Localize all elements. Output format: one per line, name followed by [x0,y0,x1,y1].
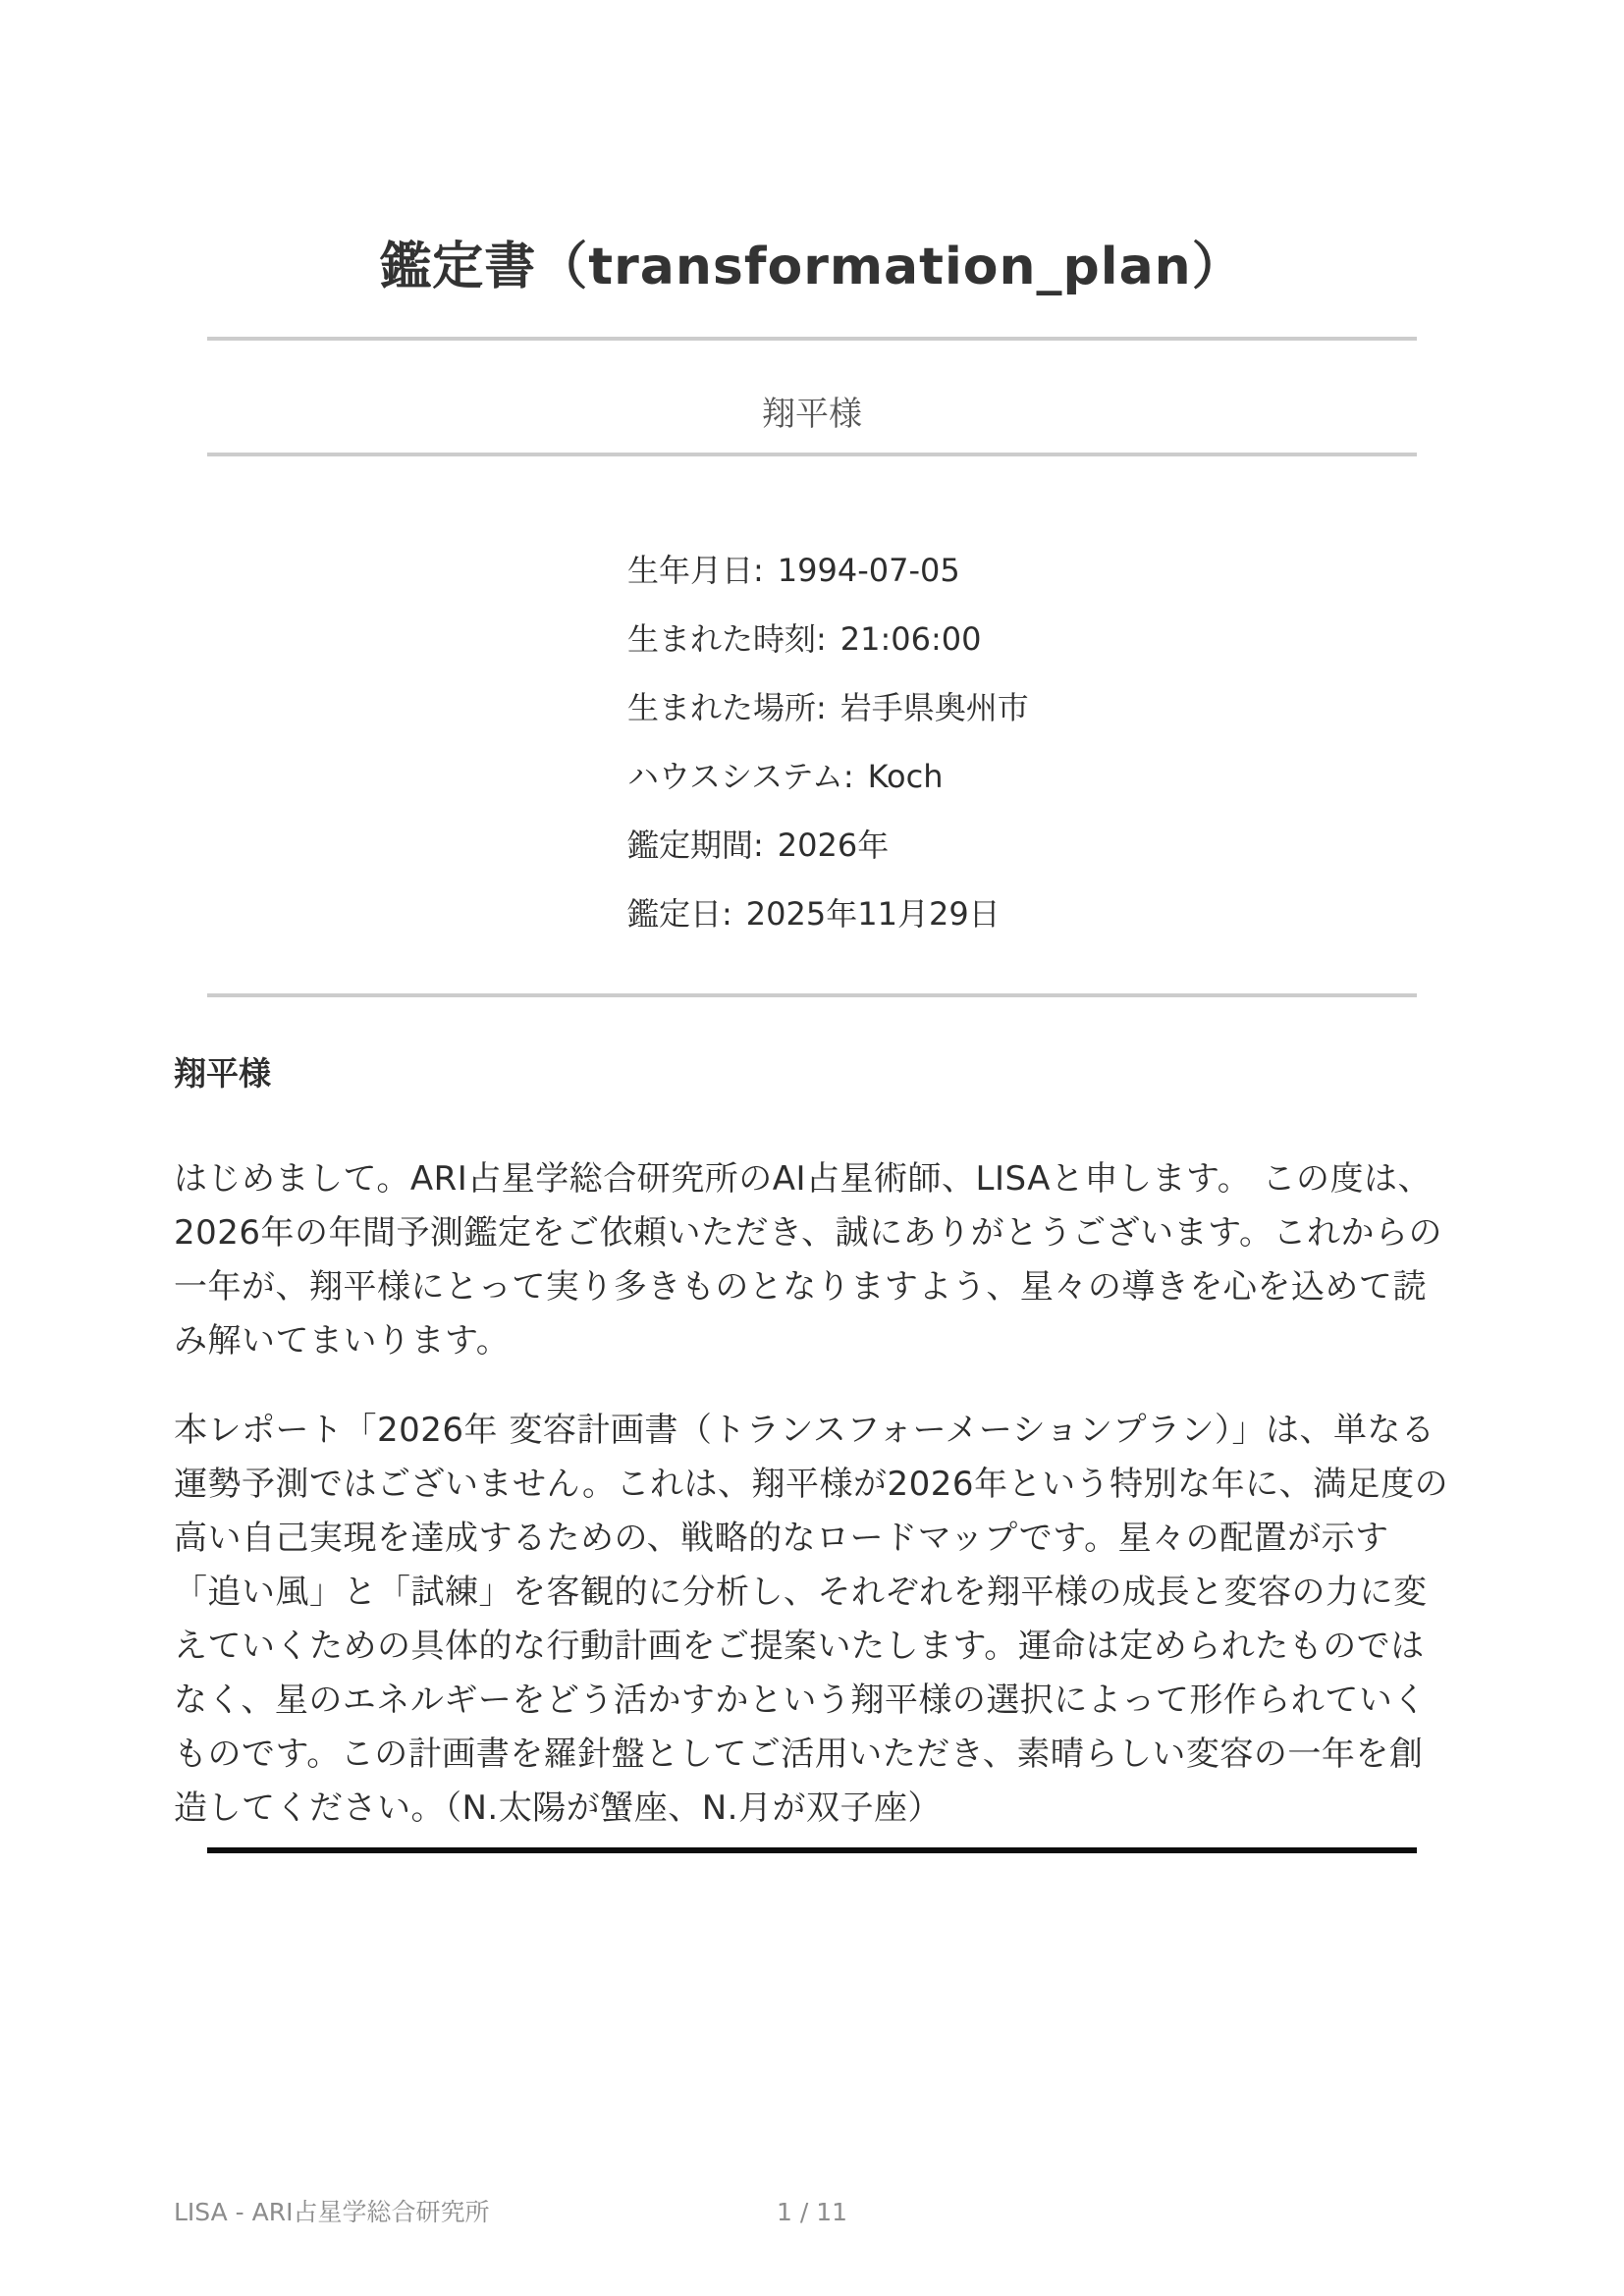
footer-brand: LISA - ARI占星学総合研究所 [174,2198,490,2226]
profile-row-birthdate [627,553,1450,588]
profile-value: Koch [867,758,944,795]
salutation: 翔平様 [174,1054,271,1093]
profile-row-house-system [627,759,1450,794]
profile-info-block [174,553,1450,932]
profile-label: 生年月日: [627,552,764,589]
profile-label: ハウスシステム: [627,758,854,795]
profile-label: 生まれた場所: [627,689,827,726]
intro-paragraph: はじめまして。ARI占星学総合研究所のAI占星術師、LISAと申します。 この度は、2026年の年間予測鑑定をご依頼いただき、誠にありがとうございます。これからの一年が、翔平様にとって実り多きものとなりますよう、星々の導きを心を込めて読み解いてまいります。 [174,1159,1442,1361]
footer-page-number: 1 / 11 [776,2198,848,2226]
profile-label: 生まれた時刻: [627,620,827,658]
section-end-divider [207,1847,1417,1853]
greeting-letter [174,1054,1450,1836]
profile-row-birthplace [627,690,1450,725]
profile-row-birthtime [627,621,1450,657]
subtitle-divider [207,453,1417,456]
profile-value: 1994-07-05 [777,552,960,589]
profile-label: 鑑定期間: [627,827,764,864]
profile-row-report-period [627,828,1450,863]
report-overview-paragraph: 本レポート「2026年 変容計画書（トランスフォーメーションプラン）」は、単なる運勢予測ではございません。これは、翔平様が2026年という特別な年に、満足度の高い自己実現を達成するための、戦略的なロードマップです。星々の配置が示す「追い風」と「試練」を客観的に分析し、それぞれを翔平様の成長と変容の力に変えていくための具体的な行動計画をご提案いたします。運命は定められたものではなく、星のエネルギーをどう活かすかという翔平様の選択によって形作られていくものです。この計画書を羅針盤としてご活用いただき、素晴らしい変容の一年を創造してください。（N.太陽が蟹座、N.月が双子座） [174,1411,1449,1828]
profile-value: 岩手県奥州市 [839,689,1029,726]
page-footer [0,2197,1624,2236]
profile-value: 21:06:00 [839,620,982,658]
profile-value: 2026年 [777,827,890,864]
page-title: 鑑定書（transformation_plan） [380,238,1244,296]
profile-divider [207,993,1417,997]
title-divider [207,337,1417,341]
profile-label: 鑑定日: [627,895,732,933]
profile-row-report-date [627,896,1450,932]
profile-value: 2025年11月29日 [745,895,1001,933]
client-name-heading: 翔平様 [762,395,862,434]
